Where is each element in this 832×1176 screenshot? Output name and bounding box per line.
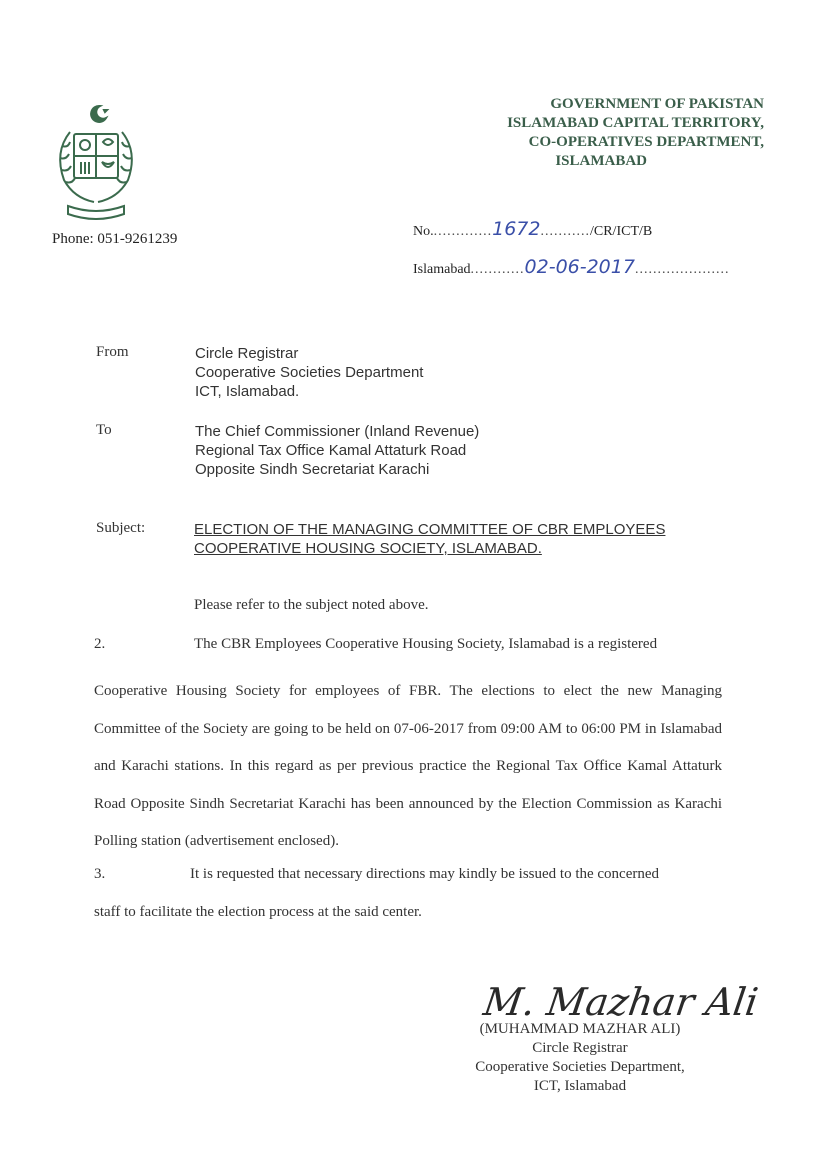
- reference-place-label: Islamabad: [413, 262, 471, 277]
- signatory-place: ICT, Islamabad: [533, 1078, 627, 1094]
- to-line: Opposite Sindh Secretariat Karachi: [195, 461, 430, 478]
- to-label: To: [96, 422, 112, 438]
- subject-label: Subject:: [96, 520, 146, 536]
- from-line: ICT, Islamabad.: [195, 383, 300, 400]
- reference-date-value: 02-06-2017: [524, 256, 635, 278]
- from-label: From: [96, 344, 129, 360]
- reference-number-suffix: /CR/ICT/B: [589, 224, 653, 239]
- paragraph-2-number: 2.: [94, 636, 106, 652]
- from-line: Circle Registrar: [195, 345, 299, 362]
- signatory-title: Circle Registrar: [532, 1040, 628, 1056]
- from-line: Cooperative Societies Department: [195, 364, 424, 381]
- reference-number-label: No.: [413, 224, 434, 239]
- paragraph-3-body: staff to facilitate the election process at the said center.: [94, 904, 422, 920]
- paragraph-2-first-line: The CBR Employees Cooperative Housing Society, Islamabad is a registered: [194, 636, 658, 652]
- letterhead-line-3: CO-OPERATIVES DEPARTMENT,: [528, 134, 764, 150]
- letterhead-line-1: GOVERNMENT OF PAKISTAN: [550, 96, 764, 112]
- handwritten-signature: M. Mazhar Ali: [480, 980, 761, 1024]
- signature-block: [460, 1020, 700, 1096]
- signatory-department: Cooperative Societies Department,: [475, 1059, 685, 1075]
- letterhead-line-2: ISLAMABAD CAPITAL TERRITORY,: [507, 115, 764, 131]
- reference-date: Islamabad............02-06-2017.....................: [413, 256, 730, 278]
- paragraph-3-number: 3.: [94, 866, 106, 882]
- reference-number: No..............1672.........../CR/ICT/B: [413, 218, 653, 240]
- to-address: [195, 422, 479, 479]
- from-address: [195, 344, 423, 401]
- to-line: The Chief Commissioner (Inland Revenue): [195, 423, 480, 440]
- paragraph-2-body: Cooperative Housing Society for employees of FBR. The elections to elect the new Managing Committee of the Society are going to be held on 07-06-2017 from 09:00 AM to 06:00 PM in Islamabad and Karachi stations. In this regard as per previous practice the Regional Tax Office Kamal Attaturk Road Opposite Sindh Secretariat Karachi has been announced by the Election Commission as Karachi Polling station (advertisement enclosed).: [94, 683, 722, 849]
- signatory-name: (MUHAMMAD MAZHAR ALI): [479, 1021, 681, 1037]
- subject-text: ELECTION OF THE MANAGING COMMITTEE OF CBR EMPLOYEES COOPERATIVE HOUSING SOCIETY, ISLAMABAD.: [194, 521, 666, 557]
- paragraph-1: Please refer to the subject noted above.: [194, 597, 429, 613]
- to-line: Regional Tax Office Kamal Attaturk Road: [195, 442, 467, 459]
- phone-number: Phone: 051-9261239: [52, 231, 178, 247]
- paragraph-3-first-line: It is requested that necessary directions may kindly be issued to the concerned: [190, 866, 660, 882]
- state-emblem-icon: [48, 102, 144, 220]
- reference-number-value: 1672: [492, 218, 541, 240]
- letterhead-line-4: ISLAMABAD: [555, 153, 647, 169]
